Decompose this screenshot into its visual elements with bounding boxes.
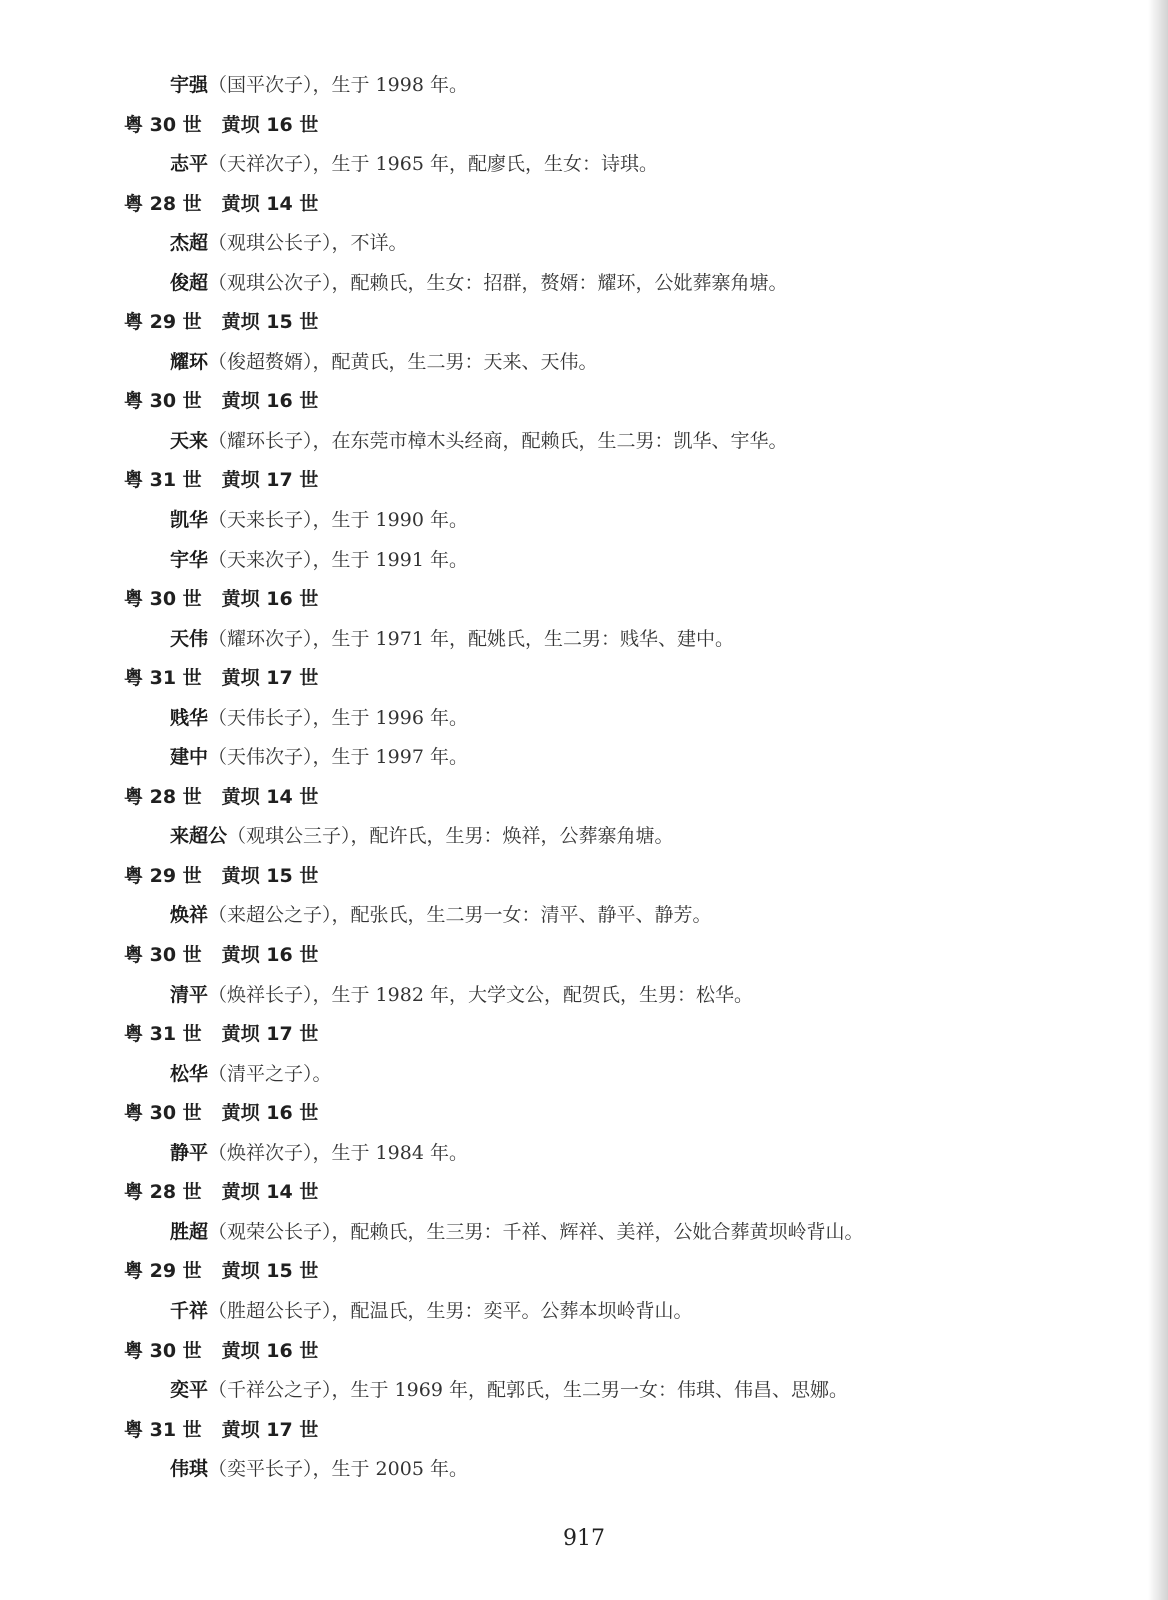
person-description: （观琪公三子），配许氏，生男：焕祥，公葬寨角塘。: [227, 825, 674, 848]
person-description: （奕平长子），生于 2005 年。: [208, 1458, 468, 1481]
person-name: 天伟: [170, 627, 209, 650]
person-entry: [0, 1292, 1168, 1332]
person-name: 静平: [170, 1141, 209, 1164]
generation-huangba: 黄坝 16 世: [221, 113, 319, 136]
person-description: （天来长子），生于 1990 年。: [208, 509, 468, 532]
person-description: （来超公之子），配张氏，生二男一女：清平、静平、静芳。: [208, 904, 712, 927]
generation-canton: 粤 31 世: [124, 1418, 202, 1441]
generation-canton: 粤 31 世: [124, 667, 202, 690]
generation-canton: 粤 29 世: [124, 1260, 202, 1283]
person-description: （焕祥次子），生于 1984 年。: [208, 1141, 468, 1164]
generation-huangba: 黄坝 14 世: [221, 1181, 319, 1204]
person-description: （焕祥长子），生于 1982 年，大学文公，配贺氏，生男：松华。: [208, 983, 753, 1006]
person-description: （俊超赘婿），配黄氏，生二男：天来、天伟。: [208, 350, 598, 373]
person-description: （天伟次子），生于 1997 年。: [208, 746, 468, 769]
person-name: 来超公: [170, 825, 228, 848]
generation-heading: [0, 106, 1168, 146]
generation-heading: [0, 1094, 1168, 1134]
generation-canton: 粤 29 世: [124, 864, 202, 887]
person-name: 伟琪: [170, 1458, 209, 1481]
person-name: 清平: [170, 983, 209, 1006]
generation-canton: 粤 31 世: [124, 469, 202, 492]
generation-heading: [0, 1332, 1168, 1372]
person-entry: [0, 738, 1168, 778]
generation-canton: 粤 30 世: [124, 1339, 202, 1362]
generation-huangba: 黄坝 16 世: [221, 944, 319, 967]
person-entry: [0, 422, 1168, 462]
generation-canton: 粤 28 世: [124, 1181, 202, 1204]
generation-canton: 粤 28 世: [124, 192, 202, 215]
person-name: 松华: [170, 1062, 209, 1085]
generation-huangba: 黄坝 17 世: [221, 1418, 319, 1441]
generation-heading: [0, 1252, 1168, 1292]
person-name: 宇强: [170, 74, 209, 96]
person-entry: [0, 343, 1168, 383]
generation-canton: 粤 29 世: [124, 311, 202, 334]
person-description: （清平之子）。: [208, 1062, 332, 1085]
generation-huangba: 黄坝 16 世: [221, 588, 319, 611]
generation-canton: 粤 30 世: [124, 390, 202, 413]
person-description: （天伟长子），生于 1996 年。: [208, 706, 468, 729]
generation-huangba: 黄坝 16 世: [221, 1102, 319, 1125]
generation-huangba: 黄坝 17 世: [221, 1023, 319, 1046]
generation-heading: [0, 580, 1168, 620]
person-entry: [0, 541, 1168, 581]
generation-canton: 粤 30 世: [124, 588, 202, 611]
person-name: 千祥: [170, 1299, 209, 1322]
person-name: 杰超: [170, 232, 209, 255]
generation-heading: [0, 185, 1168, 225]
person-entry: [0, 1055, 1168, 1095]
person-description: （耀环次子），生于 1971 年，配姚氏，生二男：贱华、建中。: [208, 627, 734, 650]
generation-heading: [0, 857, 1168, 897]
person-entry: [0, 145, 1168, 185]
generation-canton: 粤 30 世: [124, 113, 202, 136]
generation-canton: 粤 30 世: [124, 1102, 202, 1125]
person-name: 贱华: [170, 706, 209, 729]
page-number: 917: [563, 1526, 605, 1551]
person-description: （观琪公长子），不详。: [208, 232, 408, 255]
generation-canton: 粤 31 世: [124, 1023, 202, 1046]
generation-heading: [0, 1173, 1168, 1213]
person-entry: [0, 976, 1168, 1016]
generation-heading: [0, 659, 1168, 699]
person-description: （观琪公次子），配赖氏，生女：招群，赘婿：耀环，公妣葬寨角塘。: [208, 271, 788, 294]
generation-huangba: 黄坝 17 世: [221, 469, 319, 492]
person-entry: [0, 1134, 1168, 1174]
person-entry: [0, 501, 1168, 541]
person-description: （千祥公之子），生于 1969 年，配郭氏，生二男一女：伟琪、伟昌、思娜。: [208, 1379, 848, 1402]
person-description: （耀环长子），在东莞市樟木头经商，配赖氏，生二男：凯华、宇华。: [208, 429, 788, 452]
genealogy-entries: [0, 66, 1168, 1490]
person-name: 奕平: [170, 1379, 209, 1402]
person-name: 焕祥: [170, 904, 209, 927]
generation-huangba: 黄坝 14 世: [221, 785, 319, 808]
generation-huangba: 黄坝 15 世: [221, 1260, 319, 1283]
person-entry: [0, 699, 1168, 739]
generation-heading: [0, 461, 1168, 501]
generation-huangba: 黄坝 15 世: [221, 311, 319, 334]
person-description: （观荣公长子），配赖氏，生三男：千祥、辉祥、美祥，公妣合葬黄坝岭背山。: [208, 1220, 864, 1243]
person-name: 胜超: [170, 1220, 209, 1243]
generation-heading: [0, 778, 1168, 818]
generation-huangba: 黄坝 15 世: [221, 864, 319, 887]
generation-heading: [0, 936, 1168, 976]
generation-huangba: 黄坝 17 世: [221, 667, 319, 690]
person-name: 建中: [170, 746, 209, 769]
person-entry: [0, 66, 1168, 106]
person-entry: [0, 264, 1168, 304]
person-entry: [0, 1450, 1168, 1490]
person-description: （天来次子），生于 1991 年。: [208, 548, 468, 571]
person-description: （天祥次子），生于 1965 年，配廖氏，生女：诗琪。: [208, 153, 658, 176]
generation-heading: [0, 1411, 1168, 1451]
person-name: 耀环: [170, 350, 209, 373]
generation-huangba: 黄坝 16 世: [221, 390, 319, 413]
generation-canton: 粤 30 世: [124, 944, 202, 967]
person-entry: [0, 817, 1168, 857]
generation-heading: [0, 303, 1168, 343]
generation-huangba: 黄坝 14 世: [221, 192, 319, 215]
person-entry: [0, 224, 1168, 264]
generation-heading: [0, 382, 1168, 422]
person-name: 凯华: [170, 509, 209, 532]
generation-canton: 粤 28 世: [124, 785, 202, 808]
person-entry: [0, 1213, 1168, 1253]
person-description: （国平次子），生于 1998 年。: [208, 74, 468, 96]
person-entry: [0, 620, 1168, 660]
person-name: 志平: [170, 153, 209, 176]
person-entry: [0, 1371, 1168, 1411]
person-description: （胜超公长子），配温氏，生男：奕平。公葬本坝岭背山。: [208, 1299, 693, 1322]
person-name: 宇华: [170, 548, 209, 571]
generation-heading: [0, 1015, 1168, 1055]
person-entry: [0, 896, 1168, 936]
person-name: 俊超: [170, 271, 209, 294]
generation-huangba: 黄坝 16 世: [221, 1339, 319, 1362]
person-name: 天来: [170, 429, 209, 452]
